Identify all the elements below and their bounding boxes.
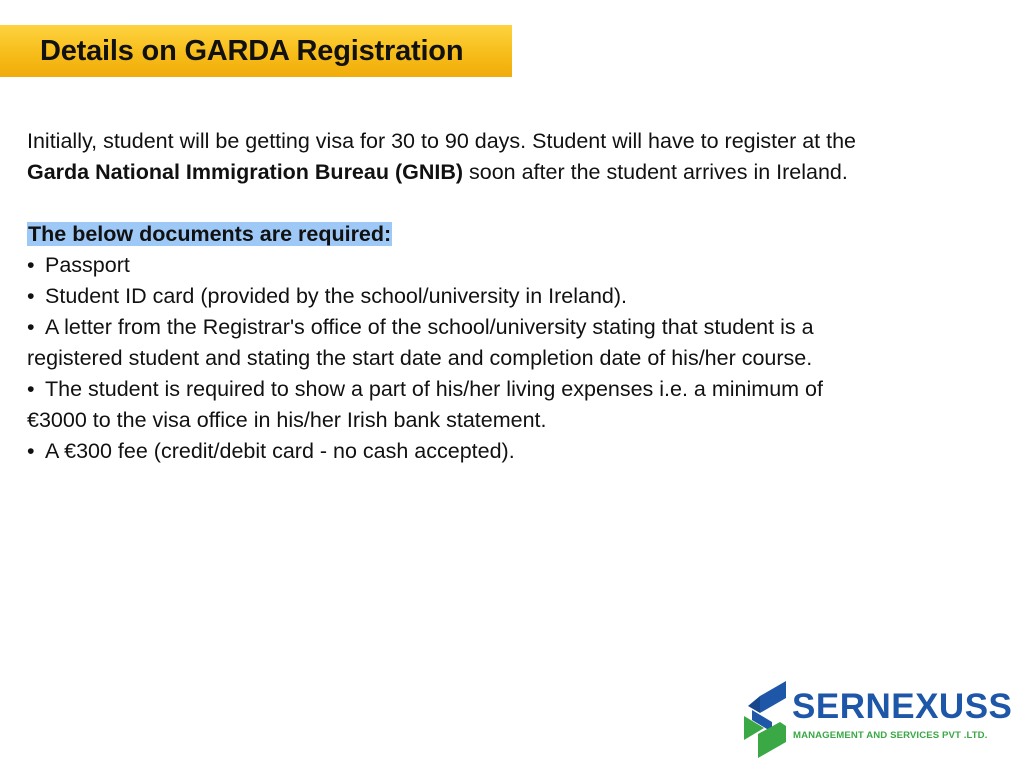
slide-title: Details on GARDA Registration — [40, 34, 464, 67]
intro-paragraph — [27, 126, 987, 188]
list-item-text: registered student and stating the start date and completion date of his/her course. — [27, 346, 813, 370]
logo-tagline: MANAGEMENT AND SERVICES PVT .LTD. — [793, 730, 988, 741]
list-item-text: Passport — [45, 253, 130, 277]
list-item — [27, 250, 987, 281]
bullet-icon: • — [27, 439, 35, 463]
spacer — [27, 188, 987, 219]
intro-text-bold: Garda National Immigration Bureau (GNIB) — [27, 160, 464, 184]
bullet-icon: • — [27, 315, 35, 339]
list-item-text: The student is required to show a part of his/her living expenses i.e. a minimum of — [45, 377, 823, 401]
required-heading: The below documents are required: — [28, 222, 392, 246]
list-item-continuation — [27, 343, 987, 374]
list-item — [27, 312, 987, 343]
slide-content — [27, 126, 987, 467]
intro-text-part2: soon after the student arrives in Ireland. — [463, 160, 848, 184]
list-item-text: A €300 fee (credit/debit card - no cash accepted). — [45, 439, 515, 463]
list-item-text: A letter from the Registrar's office of the school/university stating that student is a — [45, 315, 814, 339]
list-item — [27, 436, 987, 467]
intro-text-part1: Initially, student will be getting visa for 30 to 90 days. Student will have to register at the — [27, 129, 856, 153]
bullet-icon: • — [27, 377, 35, 401]
sernexuss-logo-icon — [742, 680, 788, 762]
logo-name: SERNEXUSS — [792, 687, 1013, 726]
title-banner — [0, 25, 512, 77]
company-logo — [742, 680, 1012, 762]
bullet-icon: • — [27, 284, 35, 308]
list-item-text: €3000 to the visa office in his/her Irish bank statement. — [27, 408, 547, 432]
list-item-text: Student ID card (provided by the school/university in Ireland). — [45, 284, 627, 308]
documents-list — [27, 250, 987, 467]
list-item — [27, 281, 987, 312]
list-item — [27, 374, 987, 405]
list-item-continuation — [27, 405, 987, 436]
bullet-icon: • — [27, 253, 35, 277]
required-heading-line — [27, 219, 987, 250]
